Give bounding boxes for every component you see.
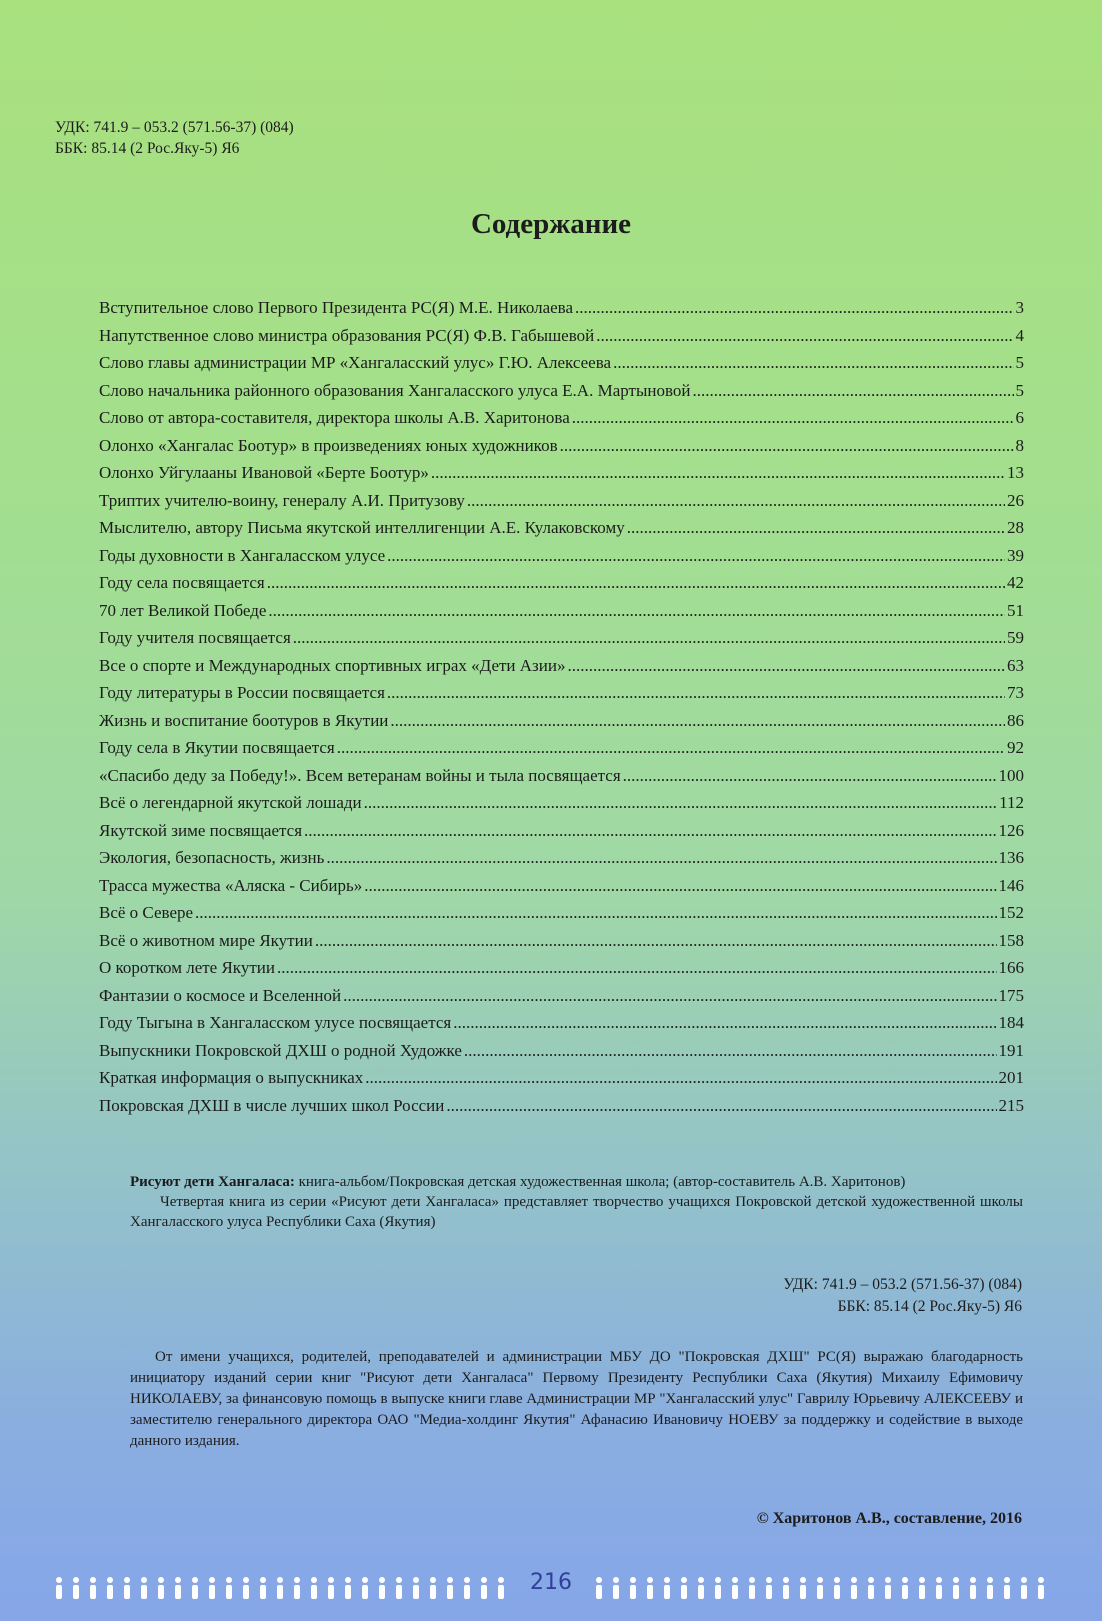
toc-entry (99, 601, 1024, 629)
toc-entry-title: «Спасибо деду за Победу!». Всем ветеранам войны и тыла посвящается (99, 765, 621, 785)
toc-entry-page: 5 (1015, 353, 1024, 372)
toc-entry-page: 175 (998, 985, 1024, 1005)
toc-entry-title: Годы духовности в Хангаласском улусе (99, 545, 386, 565)
toc-entry-title: Триптих учителю-воину, генералу А.И. Притузову (99, 490, 465, 510)
ornament-icon (107, 1577, 113, 1599)
toc-entry (99, 1068, 1024, 1096)
ornament-icon (396, 1577, 402, 1599)
toc-entry (99, 491, 1024, 519)
ornament-icon (1021, 1577, 1027, 1599)
toc-entry-page: 112 (999, 793, 1024, 812)
toc-entry (99, 711, 1024, 739)
toc-entry-page: 86 (1007, 710, 1024, 730)
toc-entry (99, 986, 1024, 1014)
toc-dot-leader (267, 573, 1005, 593)
ornament-icon (158, 1577, 164, 1599)
toc-entry (99, 408, 1024, 436)
toc-entry-page: 63 (1007, 655, 1024, 675)
toc-entry-page: 26 (1007, 490, 1024, 510)
toc-entry-page: 126 (998, 820, 1024, 840)
ornament-icon (209, 1577, 215, 1599)
toc-entry-title: Покровская ДХШ в числе лучших школ России (99, 1095, 445, 1115)
ornament-icon (783, 1577, 789, 1599)
copyright-line: © Харитонов А.В., составление, 2016 (756, 1510, 1022, 1527)
toc-entry-title: Олонхо Уйгулааны Ивановой «Берте Боотур» (99, 463, 429, 482)
book-title: Рисуют дети Хангаласа: (130, 1174, 295, 1190)
toc-entry-title: Жизнь и воспитание боотуров в Якутии (99, 710, 389, 730)
toc-dot-leader (364, 876, 996, 896)
toc-dot-leader (387, 683, 1005, 703)
toc-entry-page: 13 (1007, 463, 1024, 482)
toc-dot-leader (364, 793, 998, 813)
toc-entry (99, 903, 1024, 931)
ornament-icon (345, 1577, 351, 1599)
toc-entry-page: 152 (998, 903, 1024, 922)
toc-dot-leader (268, 601, 1005, 621)
ornament-icon (260, 1577, 266, 1599)
bbk-code-footer: ББК: 85.14 (2 Рос.Яку-5) Я6 (837, 1298, 1022, 1315)
toc-dot-leader (627, 518, 1005, 538)
toc-entry-page: 146 (998, 875, 1024, 895)
udk-code-footer: УДК: 741.9 – 053.2 (571.56-37) (084) (783, 1276, 1022, 1293)
table-of-contents (99, 298, 1024, 1123)
ornament-icon (430, 1577, 436, 1599)
ornament-icon (681, 1577, 687, 1599)
toc-entry-page: 215 (998, 1095, 1024, 1115)
ornament-icon (447, 1577, 453, 1599)
toc-entry-page: 42 (1007, 573, 1024, 592)
toc-entry-page: 158 (998, 930, 1024, 950)
toc-dot-leader (387, 546, 1005, 566)
ornament-icon (362, 1577, 368, 1599)
ornament-icon (1004, 1577, 1010, 1599)
toc-dot-leader (567, 656, 1005, 676)
toc-entry (99, 1013, 1024, 1041)
ornament-icon (1038, 1577, 1044, 1599)
udk-code: УДК: 741.9 – 053.2 (571.56-37) (084) (55, 119, 294, 136)
ornament-icon (277, 1577, 283, 1599)
toc-entry (99, 381, 1024, 409)
ornament-icon (766, 1577, 772, 1599)
ornament-icon (664, 1577, 670, 1599)
ornament-icon (328, 1577, 334, 1599)
toc-entry-title: Олонхо «Хангалас Боотур» в произведениях юных художников (99, 435, 558, 455)
toc-entry-page: 136 (998, 848, 1024, 867)
toc-entry-title: Выпускники Покровской ДХШ о родной Художке (99, 1040, 462, 1060)
toc-entry-page: 191 (998, 1040, 1024, 1060)
ornament-icon (413, 1577, 419, 1599)
ornament-icon (596, 1577, 602, 1599)
ornament-icon (243, 1577, 249, 1599)
ornament-icon (192, 1577, 198, 1599)
ornament-icon (56, 1577, 62, 1599)
toc-dot-leader (560, 436, 1014, 456)
toc-entry-title: Слово от автора-составителя, директора школы А.В. Харитонова (99, 408, 570, 427)
bbk-code: ББК: 85.14 (2 Рос.Яку-5) Я6 (55, 140, 240, 157)
ornament-icon (851, 1577, 857, 1599)
toc-entry-page: 100 (998, 765, 1024, 785)
toc-entry-page: 166 (998, 958, 1024, 977)
toc-dot-leader (453, 1013, 996, 1033)
toc-entry (99, 958, 1024, 986)
toc-dot-leader (304, 821, 996, 841)
ornament-icon (817, 1577, 823, 1599)
toc-dot-leader (365, 1068, 996, 1088)
toc-entry-title: Якутской зиме посвящается (99, 820, 303, 840)
toc-dot-leader (326, 848, 996, 868)
toc-entry (99, 436, 1024, 464)
toc-dot-leader (596, 326, 1013, 346)
toc-entry-title: Всё о животном мире Якутии (99, 930, 313, 950)
toc-dot-leader (431, 463, 1005, 483)
toc-dot-leader (464, 1041, 997, 1061)
toc-entry-page: 92 (1007, 738, 1024, 757)
toc-dot-leader (446, 1096, 996, 1116)
toc-dot-leader (572, 408, 1014, 428)
classification-footer (783, 1274, 1022, 1318)
toc-entry-page: 73 (1007, 683, 1024, 702)
ornament-icon (953, 1577, 959, 1599)
ornament-icon (226, 1577, 232, 1599)
toc-entry-page: 39 (1007, 545, 1024, 565)
toc-entry (99, 821, 1024, 849)
toc-dot-leader (315, 931, 997, 951)
ornament-icon (868, 1577, 874, 1599)
toc-entry (99, 628, 1024, 656)
toc-dot-leader (390, 711, 1005, 731)
toc-entry-page: 5 (1015, 380, 1024, 400)
ornament-icon (987, 1577, 993, 1599)
toc-entry-page: 4 (1015, 325, 1024, 345)
toc-entry-title: Всё о легендарной якутской лошади (99, 793, 362, 812)
ornament-icon (902, 1577, 908, 1599)
toc-entry (99, 793, 1024, 821)
toc-entry (99, 1096, 1024, 1124)
classification-header (55, 117, 294, 159)
ornament-icon (647, 1577, 653, 1599)
toc-dot-leader (692, 381, 1013, 401)
ornament-icon (698, 1577, 704, 1599)
ornament-icon (970, 1577, 976, 1599)
toc-entry (99, 931, 1024, 959)
ornament-icon (464, 1577, 470, 1599)
toc-dot-leader (575, 298, 1013, 318)
toc-entry-title: Году литературы в России посвящается (99, 683, 385, 702)
ornament-icon (919, 1577, 925, 1599)
toc-entry-page: 201 (998, 1068, 1024, 1087)
book-annotation (130, 1172, 1023, 1232)
acknowledgement-text: От имени учащихся, родителей, преподавателей и администрации МБУ ДО "Покровская ДХШ" РС(Я) выражаю благодарность инициатору изданий серии книг "Рисуют дети Хангаласа" Первому Президенту Республики Саха (Якутия) Михаилу Ефимовичу НИКОЛАЕВУ, за финансовую помощь в выпуске книги главе Администрации МР "Хангаласский улус" Гаврилу Юрьевичу АЛЕКСЕЕВУ и заместителю генерального директора ОАО "Медиа-холдинг Якутия" Афанасию Ивановичу НОЕВУ за поддержку и содействие в выходе данного издания. (130, 1349, 1023, 1449)
toc-dot-leader (613, 353, 1013, 373)
ornament-icon (732, 1577, 738, 1599)
toc-entry (99, 876, 1024, 904)
toc-entry-page: 51 (1007, 600, 1024, 620)
toc-entry-title: О коротком лете Якутии (99, 958, 275, 977)
toc-entry (99, 298, 1024, 326)
toc-entry-title: Вступительное слово Первого Президента РС(Я) М.Е. Николаева (99, 298, 574, 317)
toc-entry-title: 70 лет Великой Победе (99, 600, 267, 620)
toc-dot-leader (195, 903, 996, 923)
toc-entry (99, 353, 1024, 381)
toc-dot-leader (337, 738, 1005, 758)
book-description: книга-альбом/Покровская детская художественная школа; (автор-составитель А.В. Харитонов) (298, 1174, 906, 1190)
toc-entry-title: Слово начальника районного образования Хангаласского улуса Е.А. Мартыновой (99, 380, 691, 400)
toc-entry-page: 184 (998, 1013, 1024, 1032)
toc-entry-page: 6 (1015, 408, 1024, 427)
ornament-icon (715, 1577, 721, 1599)
toc-entry (99, 766, 1024, 794)
toc-entry-title: Все о спорте и Международных спортивных играх «Дети Азии» (99, 655, 566, 675)
ornament-icon (481, 1577, 487, 1599)
ornament-icon (175, 1577, 181, 1599)
ornament-icon (73, 1577, 79, 1599)
ornament-icon (141, 1577, 147, 1599)
toc-entry-title: Экология, безопасность, жизнь (99, 848, 325, 867)
ornament-icon (124, 1577, 130, 1599)
ornament-icon (613, 1577, 619, 1599)
toc-entry (99, 463, 1024, 491)
toc-entry-title: Мыслителю, автору Письма якутской интеллигенции А.Е. Кулаковскому (99, 518, 625, 537)
toc-entry (99, 573, 1024, 601)
ornament-icon (936, 1577, 942, 1599)
toc-entry-title: Году села в Якутии посвящается (99, 738, 335, 757)
ornament-icon (294, 1577, 300, 1599)
book-series-description: Четвертая книга из серии «Рисуют дети Хангаласа» представляет творчество учащихся Покровской детской художественной школы Хангаласского улуса Республики Саха (Якутия) (130, 1194, 1023, 1230)
toc-entry (99, 518, 1024, 546)
ornament-icon (800, 1577, 806, 1599)
toc-entry-page: 8 (1015, 435, 1024, 455)
page-number: 216 (530, 1570, 572, 1595)
ornament-icon (749, 1577, 755, 1599)
toc-entry-title: Всё о Севере (99, 903, 194, 922)
toc-dot-leader (277, 958, 997, 978)
toc-entry-title: Году учителя посвящается (99, 628, 291, 647)
ornament-icon (834, 1577, 840, 1599)
toc-entry-title: Году села посвящается (99, 573, 265, 592)
toc-dot-leader (467, 491, 1005, 511)
toc-entry (99, 656, 1024, 684)
toc-dot-leader (343, 986, 996, 1006)
toc-entry-title: Краткая информация о выпускниках (99, 1068, 364, 1087)
ornament-icon (379, 1577, 385, 1599)
toc-entry (99, 738, 1024, 766)
ornament-icon (885, 1577, 891, 1599)
toc-entry (99, 683, 1024, 711)
toc-entry-title: Трасса мужества «Аляска - Сибирь» (99, 875, 363, 895)
toc-entry-title: Году Тыгына в Хангаласском улусе посвящается (99, 1013, 452, 1032)
ornament-icon (311, 1577, 317, 1599)
toc-entry (99, 848, 1024, 876)
toc-entry-page: 28 (1007, 518, 1024, 537)
toc-entry-page: 59 (1007, 628, 1024, 647)
toc-entry (99, 1041, 1024, 1069)
ornament-icon (630, 1577, 636, 1599)
toc-entry-page: 3 (1015, 298, 1024, 317)
toc-entry (99, 326, 1024, 354)
toc-entry-title: Слово главы администрации МР «Хангаласский улус» Г.Ю. Алексеева (99, 353, 612, 372)
toc-dot-leader (293, 628, 1005, 648)
page-title: Содержание (470, 208, 632, 240)
ornament-icon (90, 1577, 96, 1599)
toc-entry-title: Фантазии о космосе и Вселенной (99, 985, 342, 1005)
toc-entry-title: Напутственное слово министра образования РС(Я) Ф.В. Габышевой (99, 325, 595, 345)
toc-entry (99, 546, 1024, 574)
toc-dot-leader (623, 766, 997, 786)
ornament-icon (498, 1577, 504, 1599)
